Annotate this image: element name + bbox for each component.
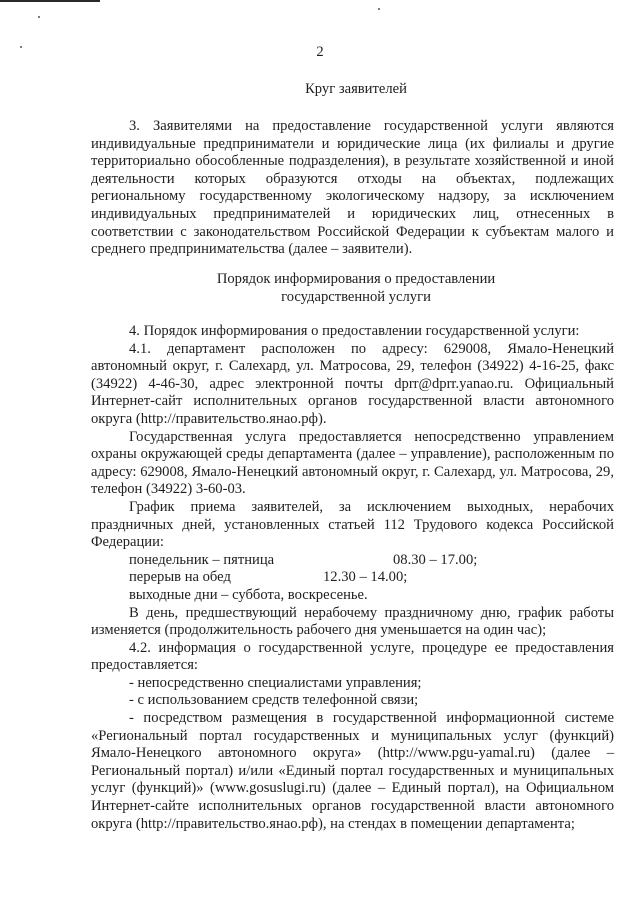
paragraph-service-provider: Государственная услуга предоставляется непосредственно управлением охраны окружающей среды департамента (далее – управление), расположенным по адресу: 629008, Ямало-Ненецкий автономный округ, г. Салехард, ул. Матросова, 29, телефон (34922) 3-60-03. [91, 428, 614, 498]
section-title-applicants: Круг заявителей [305, 81, 407, 97]
scan-artifact-line [0, 0, 100, 2]
scan-speck [38, 16, 40, 18]
paragraph-3: 3. Заявителями на предоставление государственной услуги являются индивидуальные предприниматели и юридические лица (их филиалы и другие территориально обособленные подразделения), в результате хозяйственной и иной деятельности которых образуются отходы на объектах, подлежащих региональному государственному экологическому надзору, за исключением индивидуальных предпринимателей и юридических лиц, отнесенных в соответствии с законодательством Российской Федерации к субъектам малого и среднего предпринимательства (далее – заявители). [91, 118, 614, 258]
paragraph-4: 4. Порядок информирования о предоставлении государственной услуги: [129, 323, 580, 339]
schedule-weekdays-label: понедельник – пятница [129, 551, 275, 568]
schedule-lunch-time: 12.30 – 14.00; [323, 569, 408, 586]
schedule-row-lunch [91, 569, 614, 587]
schedule-lunch-label: перерыв на обед [129, 569, 231, 586]
section-title-informing-line2: государственной услуги [281, 289, 431, 305]
list-item-telephone: - с использованием средств телефонной связи; [129, 692, 419, 709]
list-item-specialists: - непосредственно специалистами управления; [129, 674, 422, 691]
page-number: 2 [316, 44, 324, 60]
section-title-informing-line1: Порядок информирования о предоставлении [216, 271, 496, 287]
paragraph-pre-holiday: В день, предшествующий нерабочему праздничному дню, график работы изменяется (продолжительность рабочего дня уменьшается на один час); [91, 604, 614, 639]
paragraph-schedule: График приема заявителей, за исключением выходных, нерабочих праздничных дней, установленных статьей 112 Трудового кодекса Российской Федерации: [91, 498, 614, 551]
paragraph-4-1: 4.1. департамент расположен по адресу: 629008, Ямало-Ненецкий автономный округ, г. Салехард, ул. Матросова, 29, телефон (34922) 4-16-25, факс (34922) 4-46-30, адрес электронной почты dprr@dprr.yanao.ru. Официальный Интернет-сайт исполнительных органов государственной власти автономного округа (http://правительство.янао.рф). [91, 340, 614, 427]
scan-speck [378, 8, 380, 10]
list-item-portals: - посредством размещения в государственной информационной системе «Региональный портал государственных и муниципальных услуг (функций) Ямало-Ненецкого автономного округа» (http://www.pgu-yamal.ru) (далее – Региональный портал) и/или «Единый портал государственных и муниципальных услуг (функций)» (www.gosuslugi.ru) (далее – Единый портал), на Официальном Интернет-сайте исполнительных органов государственной власти автономного округа (http://правительство.янао.рф), на стендах в помещении департамента; [91, 710, 614, 832]
section-applicants-body [91, 118, 614, 259]
schedule-weekdays-time: 08.30 – 17.00; [393, 551, 478, 568]
schedule-days-off: выходные дни – суббота, воскресенье. [129, 586, 368, 603]
paragraph-4-2: 4.2. информация о государственной услуге, процедуре ее предоставления предоставляется: [91, 639, 614, 674]
schedule-row-weekdays [91, 552, 614, 570]
section-informing-body [91, 323, 614, 833]
